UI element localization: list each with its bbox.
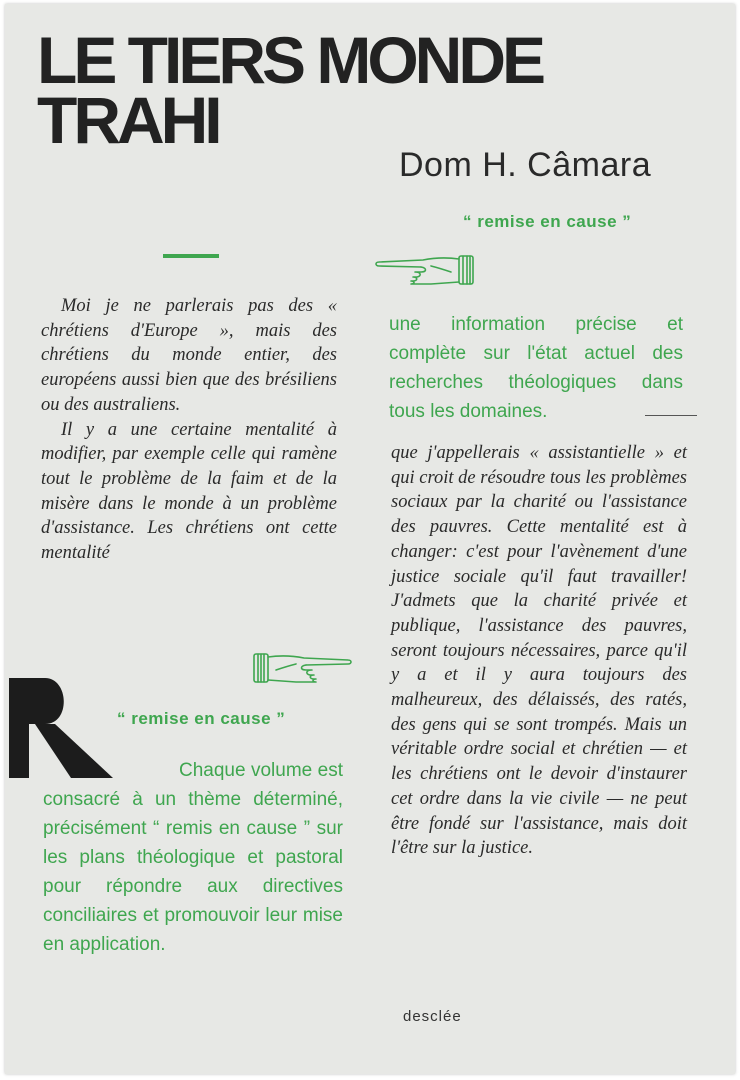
- pointing-hand-right-icon: [371, 250, 477, 290]
- book-title: LE TIERS MONDE TRAHI: [37, 23, 543, 157]
- quote-paragraph: Moi je ne parlerais pas des « chrétiens d'Europe », mais des chrétiens du monde entier, des européens aussi bien que des brésiliens ou des australiens.: [41, 296, 337, 415]
- quote-paragraph: que j'appellerais « assistantielle » et qui croit de résoudre tous les problèmes sociaux par la charité ou l'assistance des pauvres. Cette mentalité est à changer: c'est pour l'avènement d'une justice sociale qu'il faut travailler! J'admets que la charité privée et publique, l'assistance des pauvres, seront toujours nécessaires, parce qu'il y a et il y aura toujours des malheureux, des délaissés, des ratés, des gens qui se sont trompés. Mais un véritable ordre social et chrétien — et les chrétiens ont le devoir d'instaurer cet ordre dans la vie civile — ne peut être fondé sur l'assistance, mais doit l'être sur la justice.: [391, 443, 687, 859]
- quote-left-column: [41, 294, 337, 566]
- series-tag-top: “ remise en cause ”: [463, 212, 632, 231]
- book-cover: [5, 4, 735, 1074]
- series-description: Chaque volume est consacré à un thème déterminé, précisément “ remis en cause ” sur les plans théologique et pastoral pour répondre aux directives conciliaires et promouvoir leur mise en application.: [43, 760, 343, 955]
- series-tag-bottom: “ remise en cause ”: [117, 709, 286, 728]
- pointing-hand-right-icon: [250, 648, 356, 688]
- info-underline: [645, 415, 697, 416]
- publisher-name: desclée: [403, 1008, 462, 1025]
- series-info-text: une information précise et complète sur l'état actuel des recherches théologiques dans tous les domaines.: [389, 314, 683, 422]
- quote-paragraph: Il y a une certaine mentalité à modifier, par exemple celle qui ramène tout le problème de la faim et de la misère dans le monde à un problème d'assistance. Les chrétiens ont cette mentalité: [41, 419, 337, 564]
- quote-right-column: [391, 441, 687, 861]
- green-divider: [163, 254, 219, 258]
- author-name: Dom H. Câmara: [399, 146, 652, 184]
